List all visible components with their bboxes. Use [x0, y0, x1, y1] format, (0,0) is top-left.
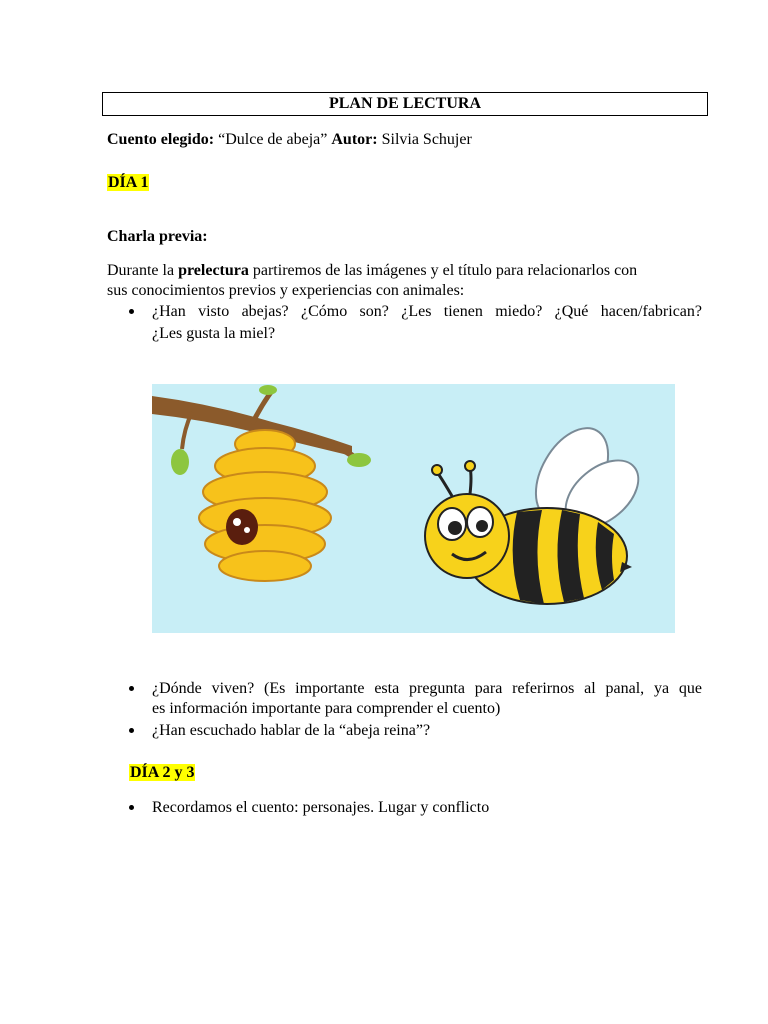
author-label: Autor:	[331, 131, 378, 148]
story-line	[107, 130, 472, 150]
bee-hive-illustration	[152, 384, 675, 633]
hive-entrance	[226, 509, 258, 545]
bullet-icon	[129, 805, 134, 810]
bullet-icon	[129, 309, 134, 314]
document-title: PLAN DE LECTURA	[102, 92, 708, 116]
intro-post: partiremos de las imágenes y el título para relacionarlos con	[248, 262, 638, 279]
intro-line-2: sus conocimientos previos y experiencias con animales:	[107, 282, 465, 299]
bullet-4-line-1: Recordamos el cuento: personajes. Lugar y conflicto	[152, 799, 490, 816]
leaf	[347, 453, 371, 467]
day23-label: DÍA 2 y 3	[130, 764, 195, 781]
leaf	[171, 449, 189, 475]
bullet-1-line-2: ¿Les gusta la miel?	[152, 325, 276, 342]
bullet-1-line-1: ¿Han visto abejas? ¿Cómo son? ¿Les tienen miedo? ¿Qué hacen/fabrican?	[152, 303, 702, 320]
day23-heading	[129, 763, 195, 783]
bullet-icon	[129, 728, 134, 733]
leaf	[259, 385, 277, 395]
author-name: Silvia Schujer	[381, 131, 472, 148]
bullet-icon	[129, 686, 134, 691]
intro-pre: Durante la	[107, 262, 179, 279]
intro-bold: prelectura	[178, 262, 249, 279]
bullet-2-line-2: es información importante para comprender el cuento)	[152, 700, 501, 717]
intro-line-1	[107, 261, 703, 281]
day1-label: DÍA 1	[108, 174, 149, 191]
day1-heading	[107, 173, 149, 193]
bullet-2-line-1: ¿Dónde viven? (Es importante esta pregunta para referirnos al panal, ya que	[152, 680, 702, 697]
prev-talk-heading: Charla previa:	[107, 228, 208, 245]
story-title: “Dulce de abeja”	[218, 131, 328, 148]
bullet-3-line-1: ¿Han escuchado hablar de la “abeja reina”?	[152, 722, 431, 739]
story-label: Cuento elegido:	[107, 131, 215, 148]
